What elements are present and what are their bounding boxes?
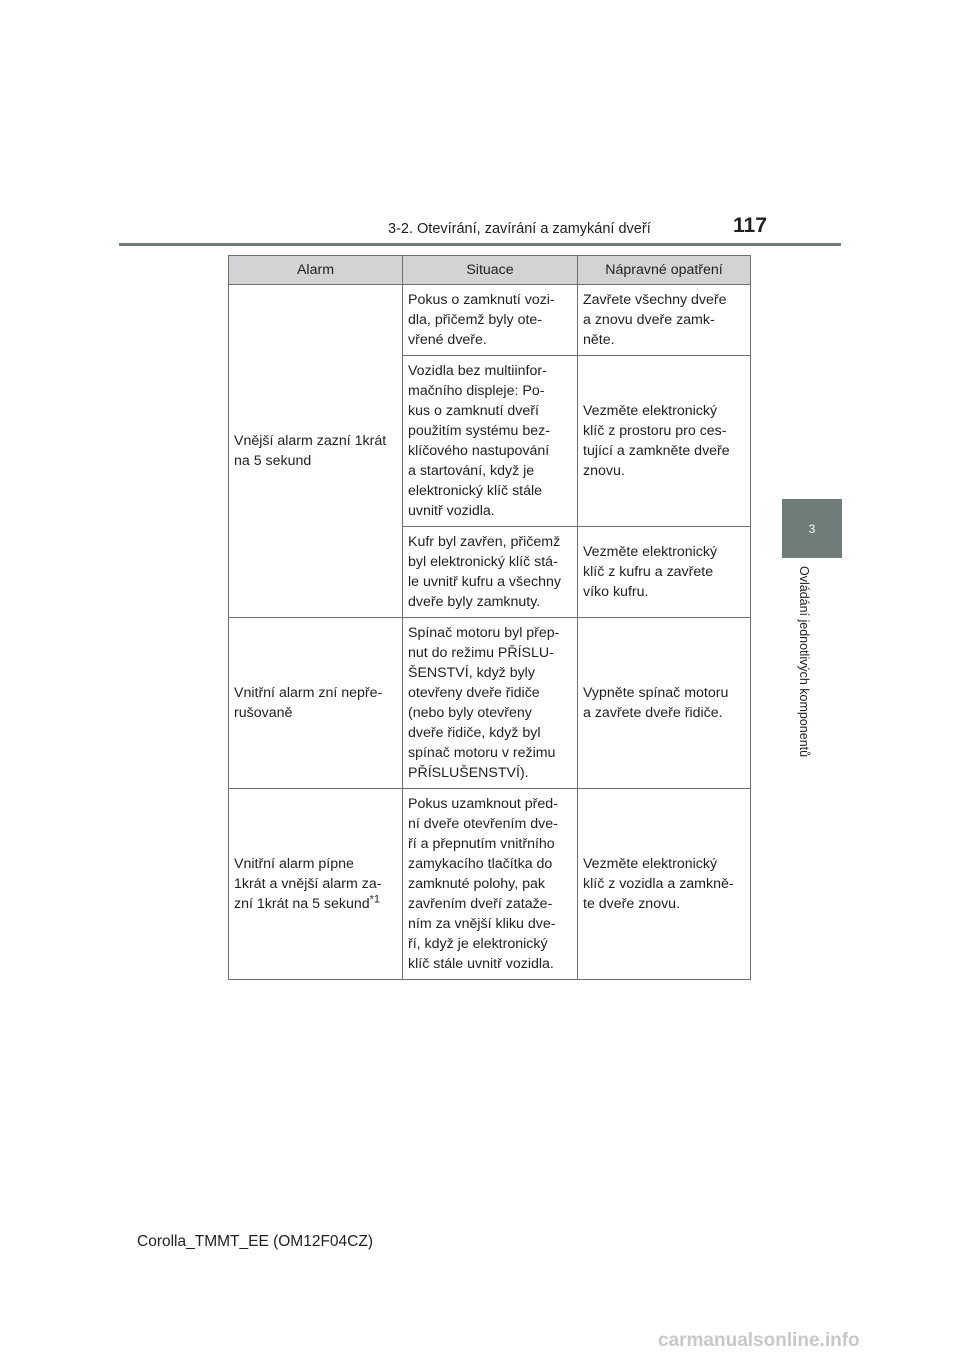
- column-header-remedy: Nápravné opatření: [578, 256, 751, 285]
- table-row: [229, 285, 751, 356]
- remedy-cell: Vezměte elektronický klíč z kufru a zavřete víko kufru.: [578, 527, 751, 618]
- alarm-table: [228, 255, 751, 980]
- chapter-side-title: Ovládání jednotlivých komponentů: [797, 566, 811, 758]
- alarm-cell: Vnitřní alarm zní nepře- rušovaně: [229, 618, 403, 789]
- chapter-tab: [782, 499, 842, 558]
- footnote-marker: *1: [369, 893, 381, 906]
- table-header-row: [229, 256, 751, 285]
- situation-cell: Pokus uzamknout před- ní dveře otevřením dve- ří a přepnutím vnitřního zamykacího tlačítka do zamknuté polohy, pak zavřením dveří zataže- ním za vnější kliku dve- ří, když je elektronický klíč stále uvnitř vozidla.: [403, 789, 578, 980]
- remedy-cell: Vezměte elektronický klíč z prostoru pro ces- tující a zamkněte dveře znovu.: [578, 356, 751, 527]
- remedy-cell: Zavřete všechny dveře a znovu dveře zamk- něte.: [578, 285, 751, 356]
- watermark: carmanualsonline.info: [658, 1330, 860, 1351]
- section-title: 3-2. Otevírání, zavírání a zamykání dveří: [388, 221, 651, 237]
- column-header-situation: Situace: [403, 256, 578, 285]
- footer-model-code: Corolla_TMMT_EE (OM12F04CZ): [137, 1233, 373, 1250]
- remedy-cell: Vypněte spínač motoru a zavřete dveře řidiče.: [578, 618, 751, 789]
- situation-cell: Kufr byl zavřen, přičemž byl elektronický klíč stá- le uvnitř kufru a všechny dveře byly zamknuty.: [403, 527, 578, 618]
- header-divider: [119, 243, 841, 246]
- chapter-number: 3: [808, 521, 816, 536]
- situation-cell: Pokus o zamknutí vozi- dla, přičemž byly ote- vřené dveře.: [403, 285, 578, 356]
- column-header-alarm: Alarm: [229, 256, 403, 285]
- table-row: [229, 789, 751, 980]
- situation-cell: Vozidla bez multiinfor- mačního displeje: Po- kus o zamknutí dveří použitím systému bez- klíčového nastupování a startování, když je elektronický klíč stále uvnitř vozidla.: [403, 356, 578, 527]
- alarm-cell: [229, 789, 403, 980]
- remedy-cell: Vezměte elektronický klíč z vozidla a zamkně- te dveře znovu.: [578, 789, 751, 980]
- page-number: 117: [733, 214, 767, 237]
- situation-cell: Spínač motoru byl přep- nut do režimu PŘÍSLU- ŠENSTVÍ, když byly otevřeny dveře řidiče (nebo byly otevřeny dveře řidiče, když byl spínač motoru v režimu PŘÍSLUŠENSTVÍ).: [403, 618, 578, 789]
- alarm-text: Vnitřní alarm pípne 1krát a vnější alarm za- zní 1krát na 5 sekund: [234, 856, 382, 912]
- alarm-cell: Vnější alarm zazní 1krát na 5 sekund: [229, 285, 403, 618]
- table-row: [229, 618, 751, 789]
